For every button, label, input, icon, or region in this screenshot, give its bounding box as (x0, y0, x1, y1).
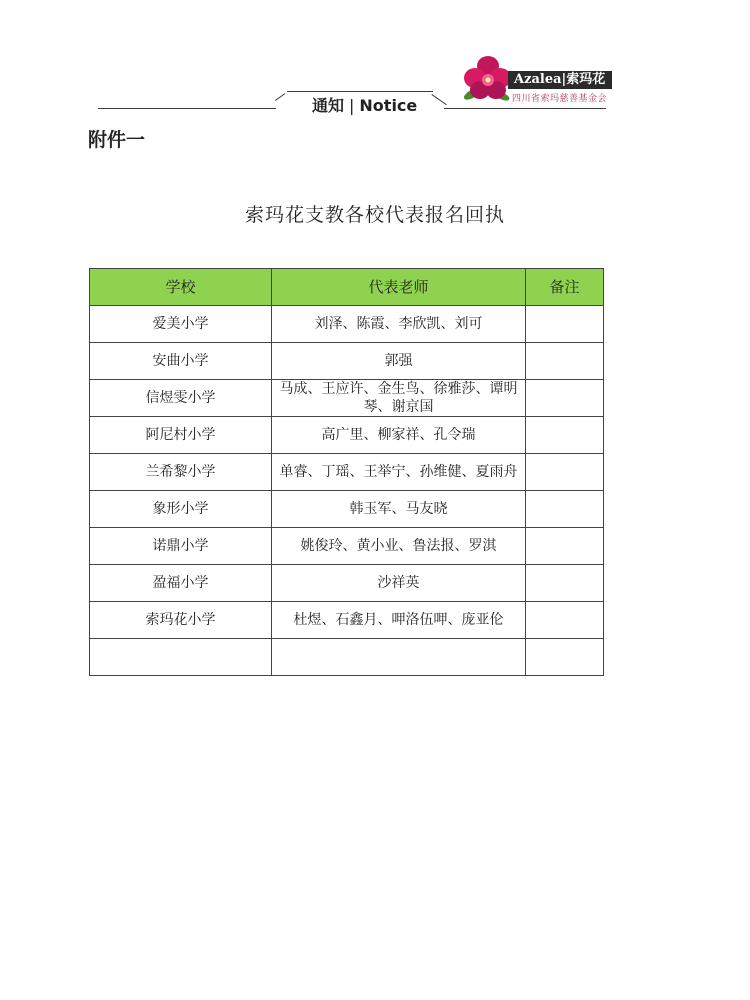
teachers-text: 杜煜、石鑫月、呷洛伍呷、庞亚伦 (293, 612, 504, 628)
school-cell (90, 639, 272, 676)
teachers-text: 单睿、丁瑶、王举宁、孙维健、夏雨舟 (279, 464, 518, 480)
note-cell (526, 343, 604, 380)
column-header-school: 学校 (90, 269, 272, 306)
teachers-text: 姚俊玲、黄小业、鲁法报、罗淇 (300, 538, 497, 554)
note-cell (526, 306, 604, 343)
school-cell: 盈福小学 (90, 565, 272, 602)
teachers-text: 沙祥英 (377, 575, 420, 591)
logo-banner: Azalea|索玛花 (508, 71, 612, 89)
teachers-cell (272, 528, 526, 565)
school-cell: 诺鼎小学 (90, 528, 272, 565)
column-header-teachers: 代表老师 (272, 269, 526, 306)
note-cell (526, 454, 604, 491)
school-cell: 阿尼村小学 (90, 417, 272, 454)
table-row (90, 417, 604, 454)
teachers-cell (272, 417, 526, 454)
notice-cn: 通知 (312, 96, 345, 115)
table-header-row (90, 269, 604, 306)
note-cell (526, 491, 604, 528)
teachers-text: 马成、王应许、金生鸟、徐雅莎、谭明琴、谢京国 (279, 381, 518, 415)
azalea-flower-icon (462, 54, 514, 104)
note-cell (526, 565, 604, 602)
school-cell: 索玛花小学 (90, 602, 272, 639)
school-cell: 信煜雯小学 (90, 380, 272, 417)
teachers-cell (272, 343, 526, 380)
note-cell (526, 528, 604, 565)
table-row (90, 565, 604, 602)
teachers-cell (272, 491, 526, 528)
school-cell: 安曲小学 (90, 343, 272, 380)
teachers-text: 郭强 (384, 353, 413, 369)
header-rule-slant-right (431, 94, 446, 105)
teachers-cell (272, 306, 526, 343)
table-row (90, 639, 604, 676)
header-rule-top (287, 91, 433, 92)
teachers-text: 刘泽、陈霞、李欣凯、刘可 (314, 316, 483, 332)
teachers-cell (272, 602, 526, 639)
notice-en: Notice (359, 96, 418, 115)
table-row (90, 528, 604, 565)
table-row (90, 491, 604, 528)
teachers-text: 高广里、柳家祥、孔令瑞 (321, 427, 476, 443)
notice-heading (312, 93, 417, 116)
teachers-cell (272, 454, 526, 491)
registration-table (89, 268, 604, 676)
note-cell (526, 639, 604, 676)
table-row (90, 380, 604, 417)
column-header-note: 备注 (526, 269, 604, 306)
school-cell: 象形小学 (90, 491, 272, 528)
header-rule-right (444, 108, 606, 109)
header-rule-slant-left (275, 93, 285, 101)
table-row (90, 454, 604, 491)
school-cell: 爱美小学 (90, 306, 272, 343)
table-row (90, 602, 604, 639)
teachers-cell (272, 565, 526, 602)
attachment-label: 附件一 (88, 129, 146, 151)
table-row (90, 343, 604, 380)
header-rule-left (98, 108, 276, 109)
logo-name-en: Azalea (514, 72, 562, 87)
teachers-text: 韩玉军、马友晓 (349, 501, 448, 517)
table-row (90, 306, 604, 343)
notice-separator: | (349, 96, 355, 115)
school-cell: 兰希黎小学 (90, 454, 272, 491)
note-cell (526, 417, 604, 454)
logo-name-cn: 索玛花 (566, 72, 606, 87)
note-cell (526, 602, 604, 639)
teachers-cell (272, 639, 526, 676)
note-cell (526, 380, 604, 417)
azalea-logo (462, 54, 612, 104)
document-title: 索玛花支教各校代表报名回执 (244, 204, 505, 226)
teachers-cell (272, 380, 526, 417)
logo-org-name: 四川省索玛慈善基金会 (512, 94, 608, 104)
